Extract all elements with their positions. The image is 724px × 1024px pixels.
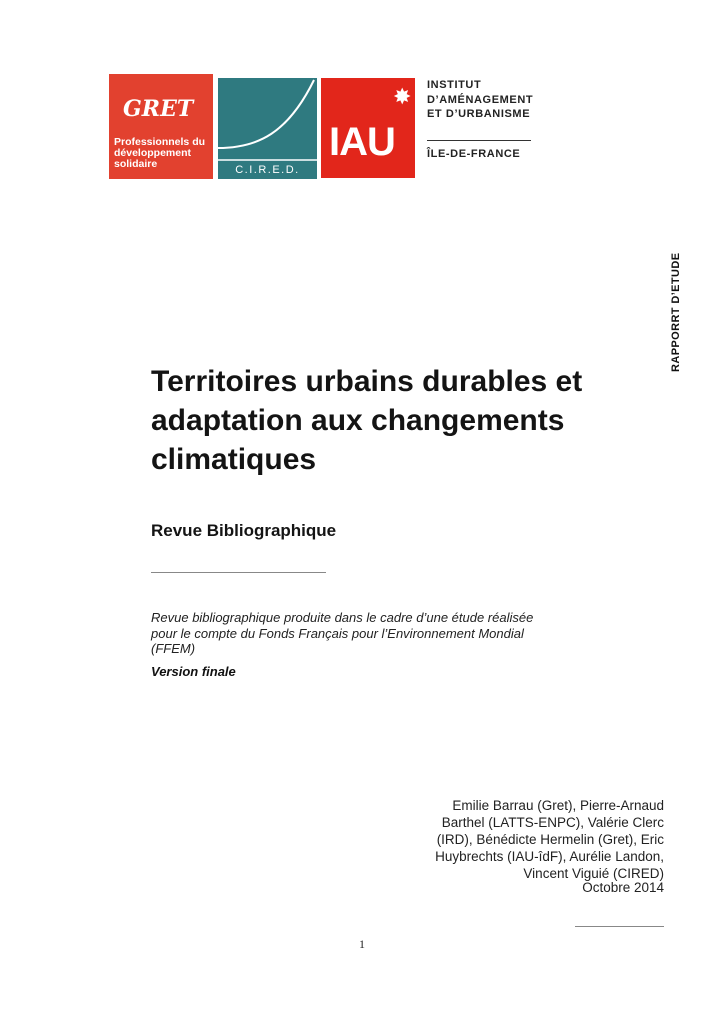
institute-region: ÎLE-DE-FRANCE	[427, 148, 521, 160]
star-icon: ✸	[393, 84, 412, 109]
document-subtitle: Revue Bibliographique	[151, 521, 337, 540]
institute-name: INSTITUT D’AMÉNAGEMENT ET D’URBANISME	[427, 79, 534, 120]
document-title: Territoires urbains durables et adaptation aux changements climatiques	[151, 365, 583, 476]
subtitle-divider	[151, 572, 326, 573]
gret-logo	[109, 74, 213, 179]
iau-logo	[321, 78, 415, 178]
intro-text: Revue bibliographique produite dans le cadre d’une étude réalisée pour le compte du Fonds Français pour l’Environnement Mondial (FFEM)	[151, 610, 534, 656]
institute-divider	[427, 140, 531, 141]
iau-logo-wordmark: IAU	[329, 120, 395, 164]
publication-date: Octobre 2014	[582, 880, 664, 895]
authors-list: Emilie Barrau (Gret), Pierre-Arnaud Barthel (LATTS-ENPC), Valérie Clerc (IRD), Bénédicte Hermelin (Gret), Eric Huybrechts (IAU-îdF), Aurélie Landon, Vincent Viguié (CIRED)	[435, 798, 664, 881]
side-label-text: RAPPORRT D’ETUDE	[670, 252, 682, 372]
footer-divider	[575, 926, 664, 927]
cired-logo	[218, 78, 317, 179]
cired-logo-wordmark: C.I.R.E.D.	[235, 164, 300, 176]
version-label: Version finale	[151, 664, 236, 679]
page-number: 1	[359, 937, 365, 951]
gret-logo-tagline: Professionnels du développement solidaire	[114, 136, 206, 170]
gret-logo-wordmark: GRET	[123, 96, 194, 122]
